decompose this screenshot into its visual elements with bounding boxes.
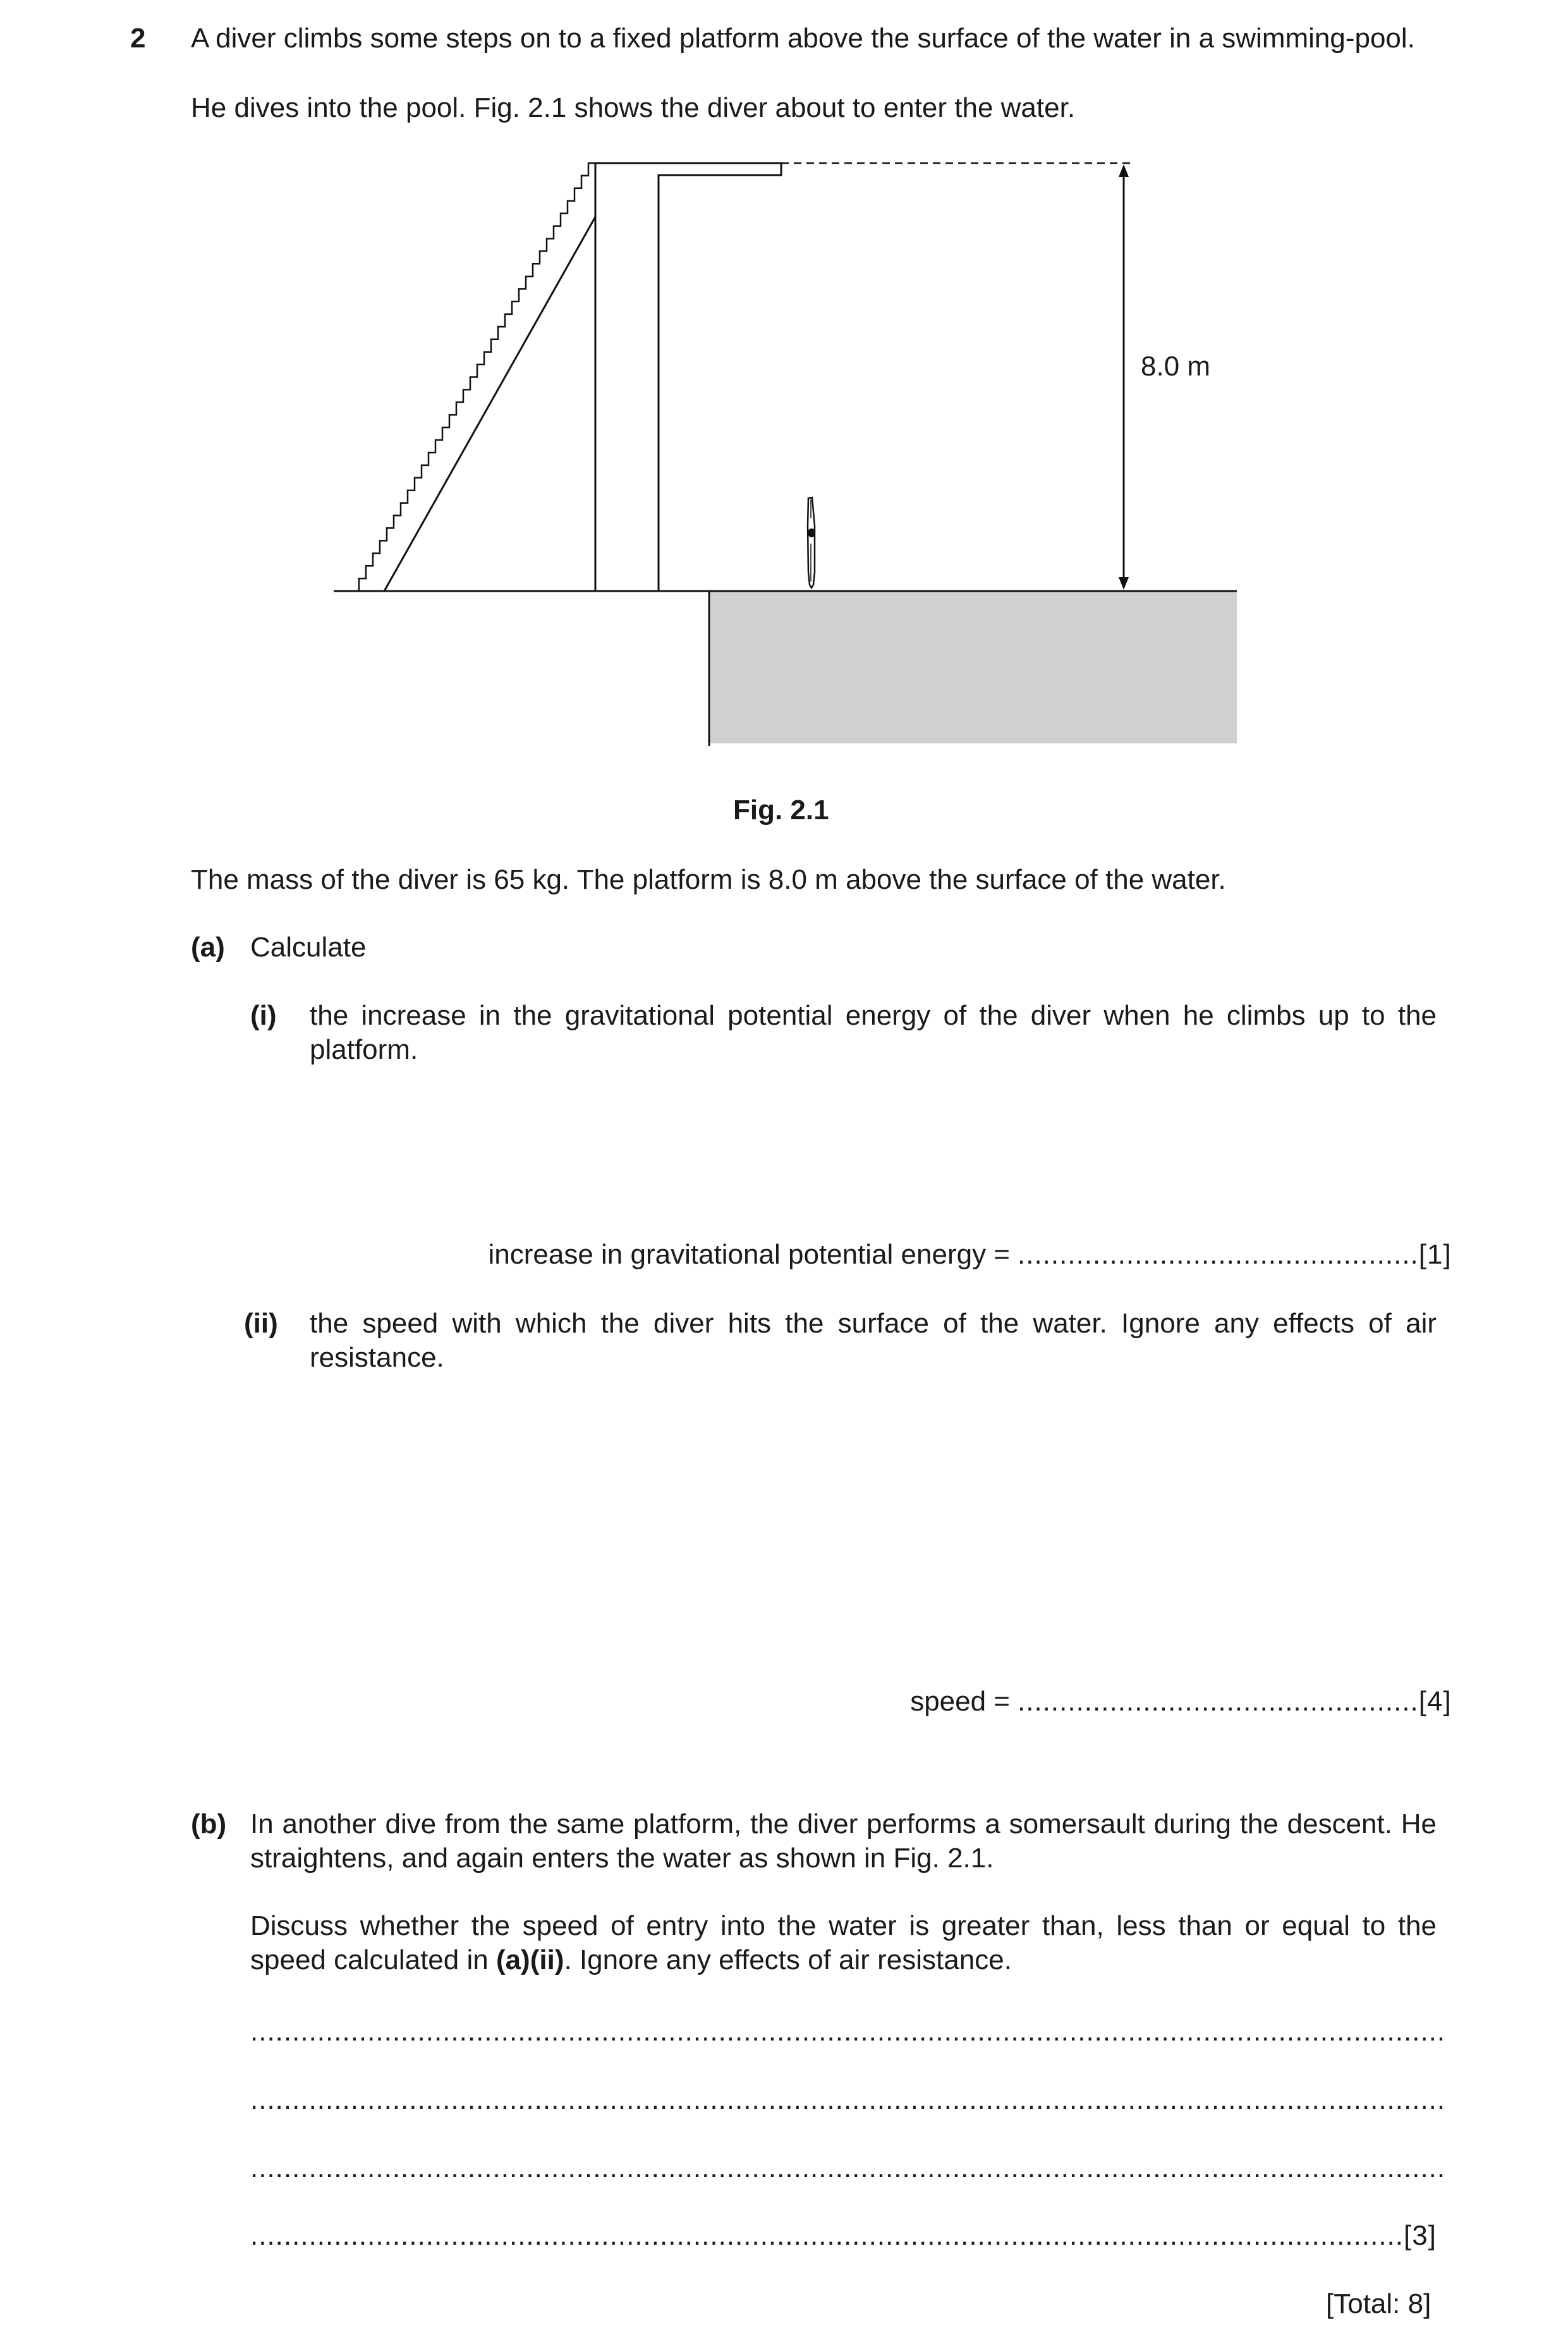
part-a-instruction: Calculate	[250, 932, 367, 963]
part-b-instruction	[250, 1909, 1437, 1977]
given-data-statement: The mass of the diver is 65 kg. The platform is 8.0 m above the surface of the water.	[191, 864, 1226, 895]
pool-water	[709, 591, 1237, 743]
answer-dots-gpe: ................................................	[1018, 1239, 1419, 1270]
part-a-i-question: the increase in the gravitational potential energy of the diver when he climbs up to the platform.	[310, 1000, 1437, 1065]
platform-tower	[595, 163, 781, 591]
part-a-ii-label: (ii)	[244, 1308, 278, 1339]
marks-a-ii: [4]	[1418, 1686, 1452, 1717]
part-a-label: (a)	[191, 932, 225, 963]
part-b-reference: (a)(ii)	[495, 1944, 564, 1975]
height-arrow-head-bottom	[1119, 577, 1129, 590]
part-a-i-label: (i)	[250, 1000, 277, 1031]
height-arrow-head-top	[1119, 164, 1129, 177]
question-intro-line-2: He dives into the pool. Fig. 2.1 shows the diver about to enter the water.	[191, 92, 1076, 123]
marks-a-i: [1]	[1418, 1239, 1452, 1270]
answer-line-gpe[interactable]	[1018, 1238, 1452, 1272]
part-b-label: (b)	[191, 1809, 227, 1840]
part-a-ii-question: the speed with which the diver hits the surface of the water. Ignore any effects of air resistance.	[310, 1308, 1437, 1373]
answer-dots-b-4: ..........................................................................................................................................	[250, 2220, 1404, 2251]
answer-line-b-1[interactable]: ...............................................................................................................................................	[250, 2016, 1446, 2047]
part-b-instruction-end: . Ignore any effects of air resistance.	[564, 1944, 1012, 1975]
answer-line-b-2[interactable]: ...............................................................................................................................................	[250, 2084, 1446, 2115]
total-marks: [Total: 8]	[1326, 2288, 1431, 2319]
marks-b: [3]	[1404, 2220, 1437, 2251]
figure-caption: Fig. 2.1	[733, 795, 829, 826]
figure-diving-platform	[0, 0, 1568, 784]
answer-dots-speed: ................................................	[1018, 1686, 1419, 1717]
answer-line-b-3[interactable]: ...............................................................................................................................................	[250, 2152, 1446, 2183]
answer-label-speed: speed =	[910, 1686, 1010, 1717]
answer-line-b-4[interactable]	[250, 2219, 1437, 2253]
ladder-support	[384, 217, 595, 591]
diver-figure	[808, 497, 815, 588]
answer-line-speed[interactable]	[1018, 1685, 1452, 1719]
height-label: 8.0 m	[1141, 351, 1211, 382]
part-b-question: In another dive from the same platform, the diver performs a somersault during the descent. He straightens, and again enters the water as shown in Fig. 2.1.	[250, 1809, 1437, 1874]
answer-label-gpe: increase in gravitational potential energy =	[488, 1239, 1010, 1270]
question-number: 2	[130, 23, 146, 54]
ladder-steps	[359, 163, 595, 591]
part-b-instruction-text: Discuss whether the speed of entry into the water is greater than, less than or equal to the speed calculated in	[250, 1910, 1437, 1975]
question-intro-line-1: A diver climbs some steps on to a fixed platform above the surface of the water in a swimming-pool.	[191, 23, 1415, 54]
